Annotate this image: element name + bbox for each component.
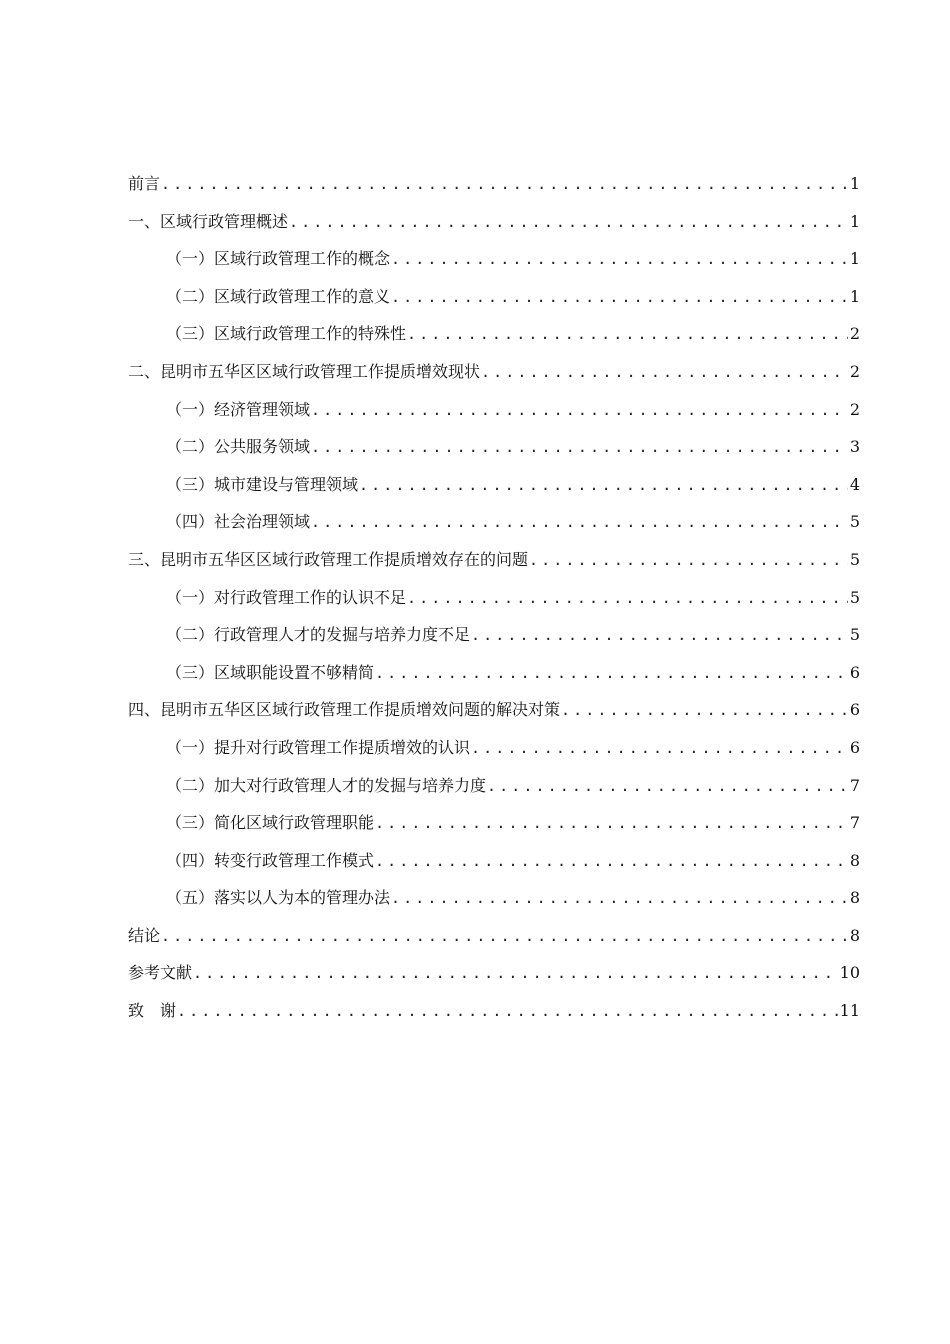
toc-entry-page: 5 xyxy=(849,512,860,532)
toc-subentry[interactable] xyxy=(128,654,860,692)
toc-entry-page: 6 xyxy=(849,700,860,720)
toc-leader-dots xyxy=(407,580,848,618)
toc-entry-title: 三、昆明市五华区区域行政管理工作提质增效存在的问题 xyxy=(128,549,529,569)
toc-entry[interactable] xyxy=(128,691,860,729)
toc-entry-page: 10 xyxy=(839,963,860,983)
toc-entry-page: 5 xyxy=(849,625,860,645)
toc-subentry[interactable] xyxy=(128,315,860,353)
toc-leader-dots xyxy=(487,768,848,806)
toc-entry-page: 2 xyxy=(849,324,860,344)
toc-entry-title: 前言 xyxy=(128,174,161,193)
toc-leader-dots xyxy=(311,429,848,467)
toc-subentry[interactable] xyxy=(128,879,860,917)
toc-leader-dots xyxy=(471,730,848,768)
toc-subentry[interactable] xyxy=(128,804,860,842)
toc-subentry[interactable] xyxy=(128,240,860,278)
toc-entry-page: 6 xyxy=(849,737,860,757)
table-of-contents xyxy=(128,165,860,1030)
toc-leader-dots xyxy=(311,504,848,542)
toc-entry-title: 二、昆明市五华区区域行政管理工作提质增效现状 xyxy=(128,361,481,381)
toc-entry[interactable] xyxy=(128,917,860,955)
toc-leader-dots xyxy=(471,617,848,655)
toc-subentry[interactable] xyxy=(128,466,860,504)
toc-entry-page: 6 xyxy=(849,662,860,682)
toc-entry-page: 1 xyxy=(849,211,860,231)
toc-entry-title: （一）区域行政管理工作的概念 xyxy=(166,249,391,269)
toc-entry-title: 致 谢 xyxy=(128,1001,177,1021)
toc-leader-dots xyxy=(391,880,848,918)
toc-entry[interactable] xyxy=(128,203,860,241)
toc-leader-dots xyxy=(561,692,848,730)
toc-entry[interactable] xyxy=(128,541,860,579)
toc-entry-title: （二）区域行政管理工作的意义 xyxy=(166,286,391,306)
toc-leader-dots xyxy=(193,955,838,993)
toc-entry-page: 1 xyxy=(849,249,860,269)
toc-leader-dots xyxy=(375,805,848,843)
toc-entry-title: （三）简化区域行政管理职能 xyxy=(166,813,375,833)
toc-leader-dots xyxy=(391,241,848,279)
toc-entry-page: 2 xyxy=(849,399,860,419)
toc-entry-page: 8 xyxy=(849,888,860,908)
toc-subentry[interactable] xyxy=(128,579,860,617)
toc-leader-dots xyxy=(391,279,848,317)
toc-subentry[interactable] xyxy=(128,842,860,880)
toc-entry-title: （四）转变行政管理工作模式 xyxy=(166,850,375,870)
toc-entry-page: 4 xyxy=(849,474,860,494)
toc-entry-title: （四）社会治理领域 xyxy=(166,512,311,532)
toc-leader-dots xyxy=(375,655,848,693)
toc-subentry[interactable] xyxy=(128,616,860,654)
toc-leader-dots xyxy=(177,993,838,1031)
toc-entry-page: 1 xyxy=(849,174,860,193)
toc-entry-page: 5 xyxy=(849,549,860,569)
toc-leader-dots xyxy=(529,542,848,580)
toc-entry-title: 四、昆明市五华区区域行政管理工作提质增效问题的解决对策 xyxy=(128,700,561,720)
toc-entry-title: （三）区域职能设置不够精简 xyxy=(166,662,375,682)
toc-subentry[interactable] xyxy=(128,391,860,429)
toc-entry-page: 11 xyxy=(839,1001,860,1021)
toc-entry[interactable] xyxy=(128,165,860,203)
toc-subentry[interactable] xyxy=(128,503,860,541)
toc-leader-dots xyxy=(481,354,848,392)
toc-entry[interactable] xyxy=(128,954,860,992)
toc-entry[interactable] xyxy=(128,353,860,391)
toc-entry-title: （二）加大对行政管理人才的发掘与培养力度 xyxy=(166,775,487,795)
toc-entry-title: （二）行政管理人才的发掘与培养力度不足 xyxy=(166,625,471,645)
toc-entry[interactable] xyxy=(128,992,860,1030)
toc-subentry[interactable] xyxy=(128,428,860,466)
toc-leader-dots xyxy=(311,392,848,430)
toc-entry-page: 3 xyxy=(849,437,860,457)
toc-entry-title: （一）对行政管理工作的认识不足 xyxy=(166,587,407,607)
toc-entry-title: （三）区域行政管理工作的特殊性 xyxy=(166,324,407,344)
toc-entry-page: 2 xyxy=(849,361,860,381)
toc-leader-dots xyxy=(289,204,848,242)
toc-entry-title: 一、区域行政管理概述 xyxy=(128,211,289,231)
toc-entry-title: 参考文献 xyxy=(128,963,193,983)
toc-entry-title: 结论 xyxy=(128,925,161,945)
toc-entry-page: 5 xyxy=(849,587,860,607)
toc-entry-title: （一）经济管理领域 xyxy=(166,399,311,419)
toc-entry-title: （二）公共服务领域 xyxy=(166,437,311,457)
toc-entry-page: 7 xyxy=(849,775,860,795)
toc-entry-page: 8 xyxy=(849,850,860,870)
toc-leader-dots xyxy=(375,843,848,881)
toc-entry-page: 1 xyxy=(849,286,860,306)
toc-entry-title: （五）落实以人为本的管理办法 xyxy=(166,888,391,908)
toc-leader-dots xyxy=(161,918,848,956)
toc-leader-dots xyxy=(161,166,848,204)
toc-leader-dots xyxy=(359,467,848,505)
toc-subentry[interactable] xyxy=(128,729,860,767)
toc-subentry[interactable] xyxy=(128,278,860,316)
toc-entry-title: （一）提升对行政管理工作提质增效的认识 xyxy=(166,737,471,757)
toc-subentry[interactable] xyxy=(128,767,860,805)
toc-entry-page: 7 xyxy=(849,813,860,833)
toc-entry-title: （三）城市建设与管理领域 xyxy=(166,474,359,494)
toc-entry-page: 8 xyxy=(849,925,860,945)
toc-leader-dots xyxy=(407,316,848,354)
